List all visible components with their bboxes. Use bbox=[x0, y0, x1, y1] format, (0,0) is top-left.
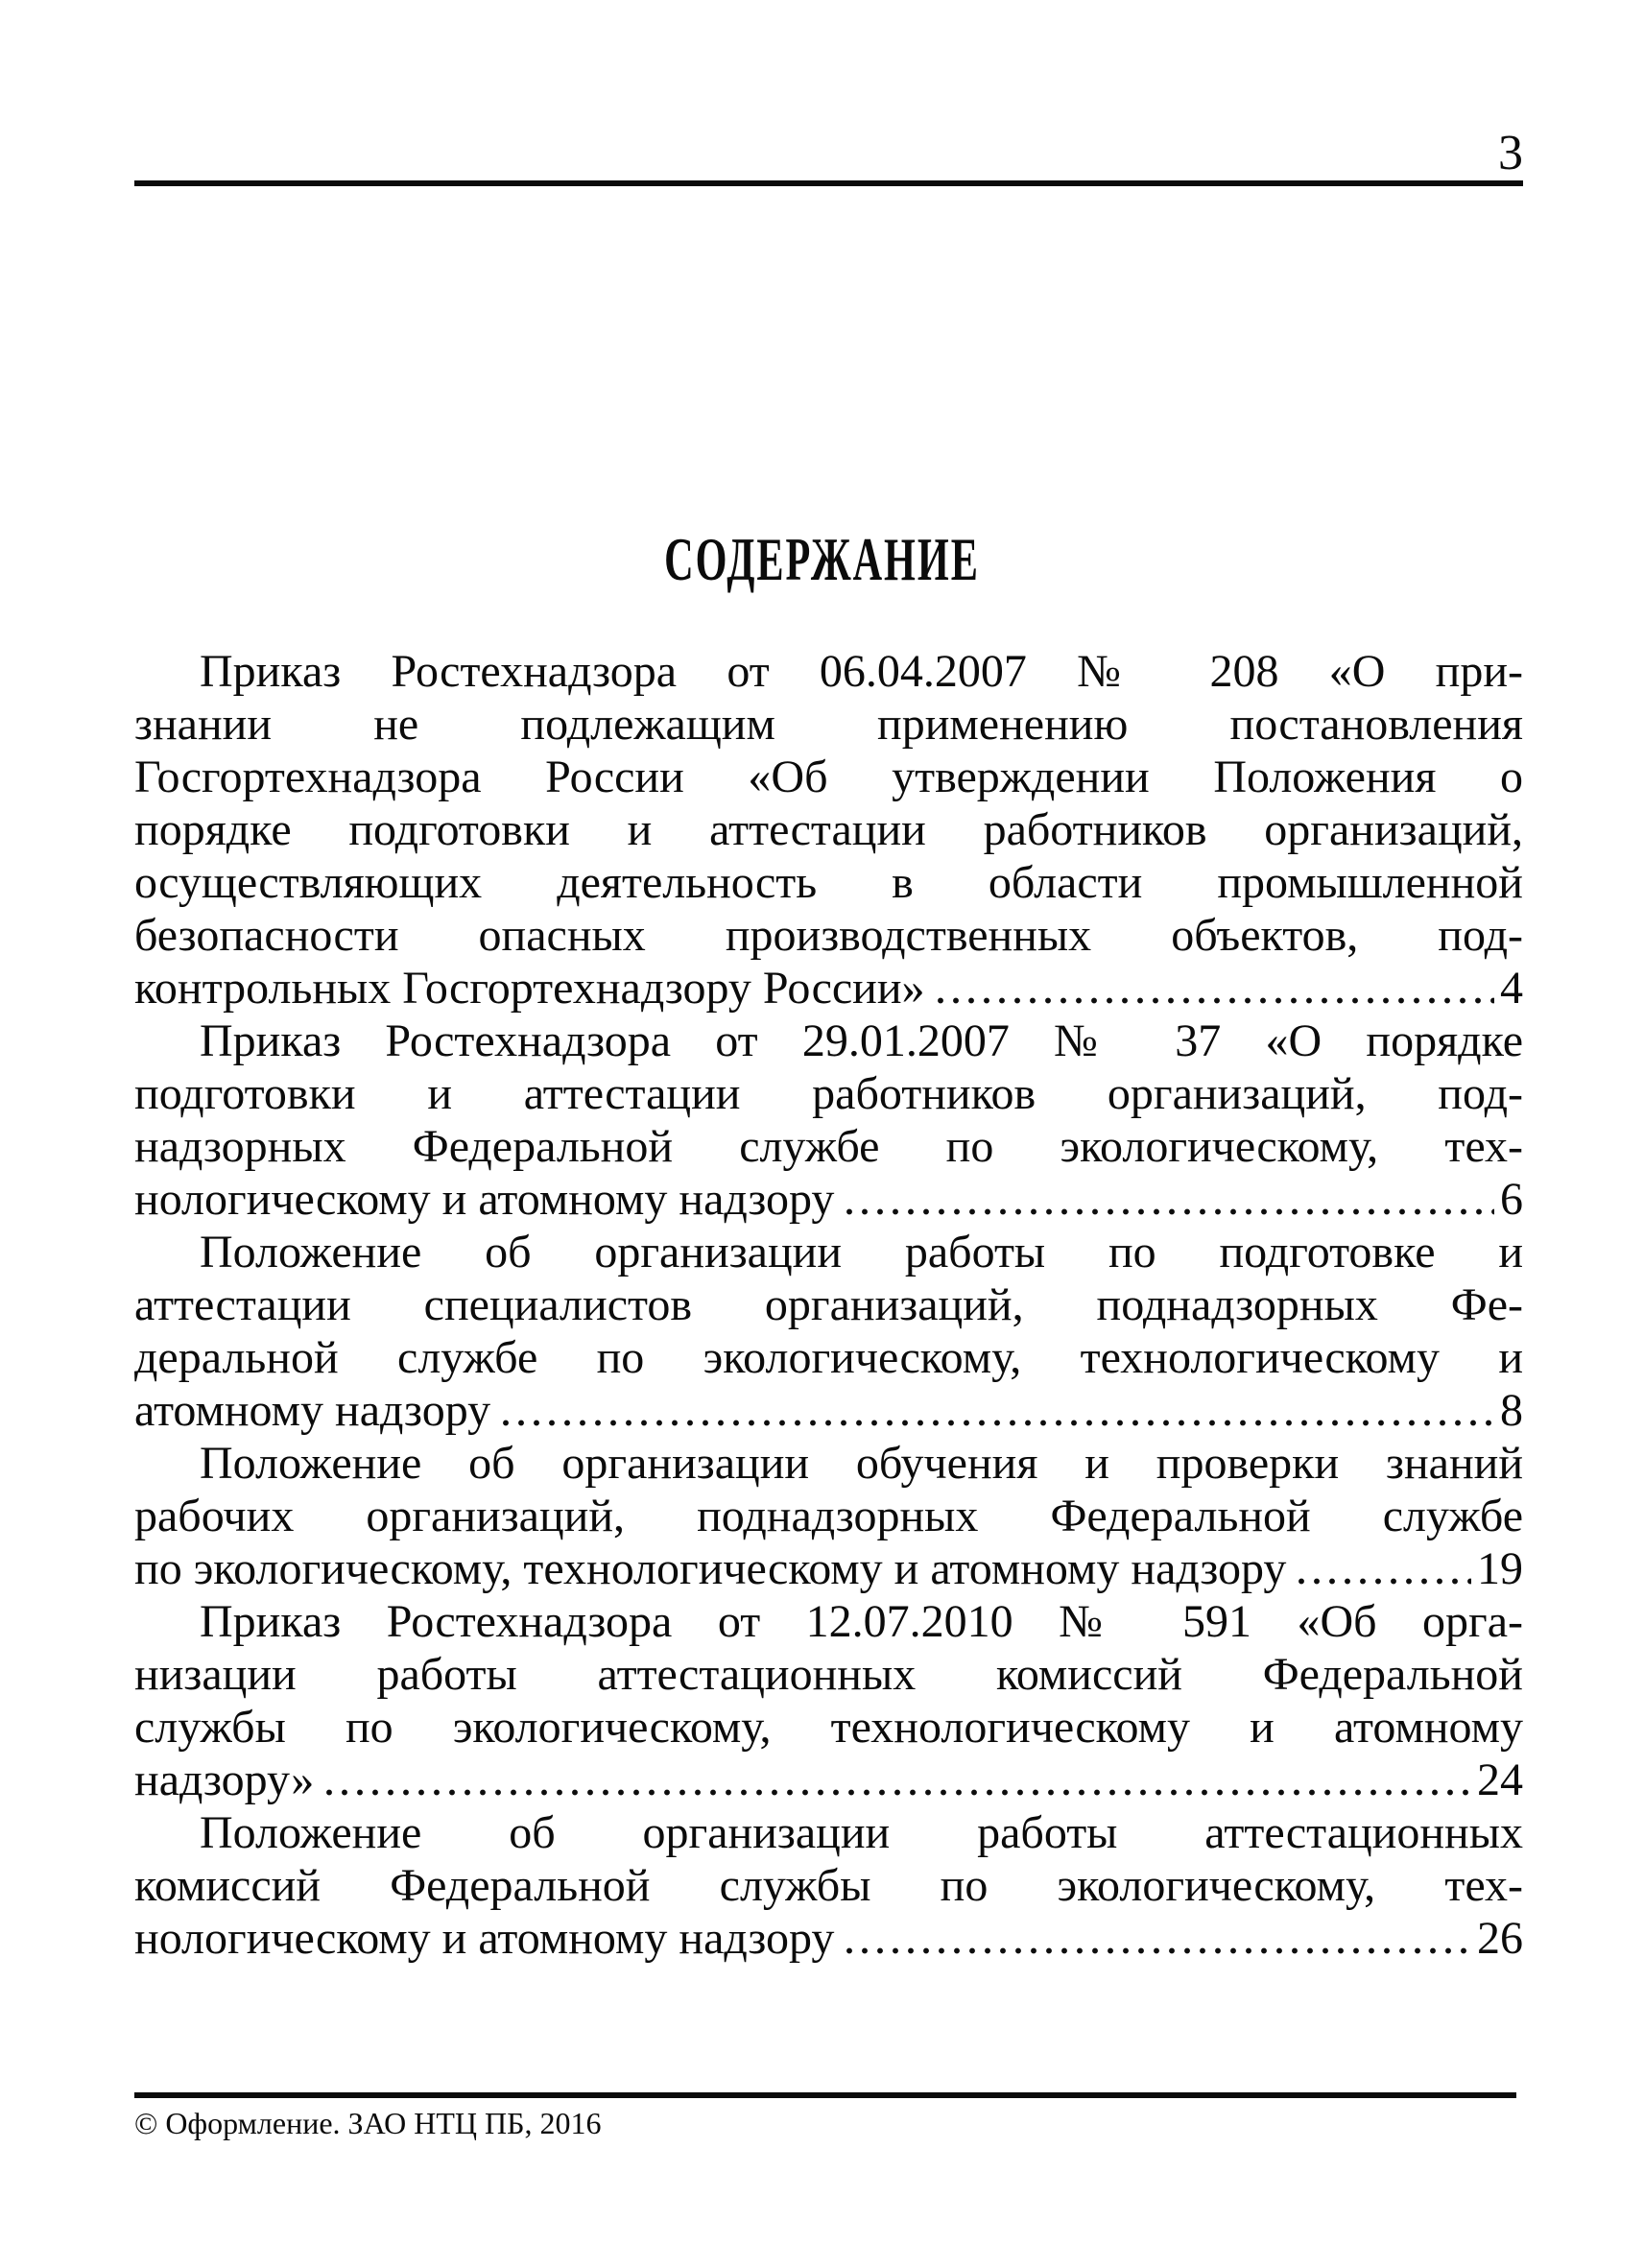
toc-entry bbox=[134, 1806, 1523, 1965]
toc-entry bbox=[134, 1437, 1523, 1595]
toc-line: по экологическому, технологическому и атомному надзору bbox=[134, 1543, 1287, 1594]
dot-leader bbox=[322, 1754, 1471, 1806]
toc-line: низации работы аттестационных комиссий Федеральной bbox=[134, 1649, 1523, 1700]
toc-line: знании не подлежащим применению постановления bbox=[134, 699, 1523, 750]
page-title: СОДЕРЖАНИЕ bbox=[664, 525, 980, 593]
toc-line: Госгортехнадзора России «Об утверждении Положения о bbox=[134, 752, 1523, 802]
table-of-contents bbox=[134, 645, 1523, 1965]
toc-line: комиссий Федеральной службы по экологическому, тех- bbox=[134, 1860, 1523, 1911]
toc-page-ref: 6 bbox=[1500, 1174, 1523, 1225]
toc-line: службы по экологическому, технологическому и атомному bbox=[134, 1702, 1523, 1753]
toc-last-line bbox=[134, 1542, 1523, 1595]
toc-entry bbox=[134, 645, 1523, 1015]
toc-entry bbox=[134, 1226, 1523, 1437]
toc-line: Приказ Ростехнадзора от 29.01.2007 № 37 «О порядке bbox=[200, 1015, 1523, 1066]
dot-leader bbox=[842, 1173, 1494, 1226]
toc-last-line bbox=[134, 962, 1523, 1015]
dot-leader bbox=[842, 1912, 1471, 1965]
toc-line: надзору» bbox=[134, 1755, 315, 1805]
toc-line: контрольных Госгортехнадзору России» bbox=[134, 963, 925, 1014]
toc-line: порядке подготовки и аттестации работников организаций, bbox=[134, 804, 1523, 855]
toc-line: рабочих организаций, поднадзорных Федеральной службе bbox=[134, 1491, 1523, 1541]
toc-line: атомному надзору bbox=[134, 1385, 491, 1436]
header-rule bbox=[134, 180, 1523, 186]
toc-entry bbox=[134, 1595, 1523, 1806]
toc-page-ref: 4 bbox=[1500, 963, 1523, 1014]
footer-rule bbox=[134, 2092, 1516, 2098]
toc-last-line bbox=[134, 1173, 1523, 1226]
toc-line: безопасности опасных производственных объектов, под- bbox=[134, 910, 1523, 961]
toc-line: осуществляющих деятельность в области промышленной bbox=[134, 857, 1523, 908]
dot-leader bbox=[1294, 1542, 1471, 1595]
toc-line: Положение об организации работы по подготовке и bbox=[200, 1227, 1523, 1277]
toc-line: Положение об организации обучения и проверки знаний bbox=[200, 1438, 1523, 1489]
toc-line: деральной службе по экологическому, технологическому и bbox=[134, 1332, 1523, 1383]
toc-page-ref: 24 bbox=[1477, 1755, 1523, 1805]
copyright-text: © Оформление. ЗАО НТЦ ПБ, 2016 bbox=[134, 2106, 602, 2140]
toc-line: Положение об организации работы аттестационных bbox=[200, 1807, 1523, 1858]
toc-page-ref: 26 bbox=[1477, 1913, 1523, 1964]
dot-leader bbox=[933, 962, 1494, 1015]
page-number: 3 bbox=[1498, 126, 1523, 180]
toc-line: нологическому и атомному надзору bbox=[134, 1174, 835, 1225]
toc-last-line bbox=[134, 1754, 1523, 1806]
toc-line: Приказ Ростехнадзора от 06.04.2007 № 208 «О при- bbox=[200, 646, 1523, 697]
toc-page-ref: 19 bbox=[1477, 1543, 1523, 1594]
toc-line: подготовки и аттестации работников организаций, под- bbox=[134, 1068, 1523, 1119]
toc-entry bbox=[134, 1015, 1523, 1226]
toc-line: нологическому и атомному надзору bbox=[134, 1913, 835, 1964]
toc-last-line bbox=[134, 1912, 1523, 1965]
toc-page-ref: 8 bbox=[1500, 1385, 1523, 1436]
toc-last-line bbox=[134, 1384, 1523, 1437]
dot-leader bbox=[498, 1384, 1494, 1437]
toc-line: Приказ Ростехнадзора от 12.07.2010 № 591 «Об орга- bbox=[200, 1596, 1523, 1647]
toc-line: надзорных Федеральной службе по экологическому, тех- bbox=[134, 1121, 1523, 1172]
toc-line: аттестации специалистов организаций, поднадзорных Фе- bbox=[134, 1279, 1523, 1330]
